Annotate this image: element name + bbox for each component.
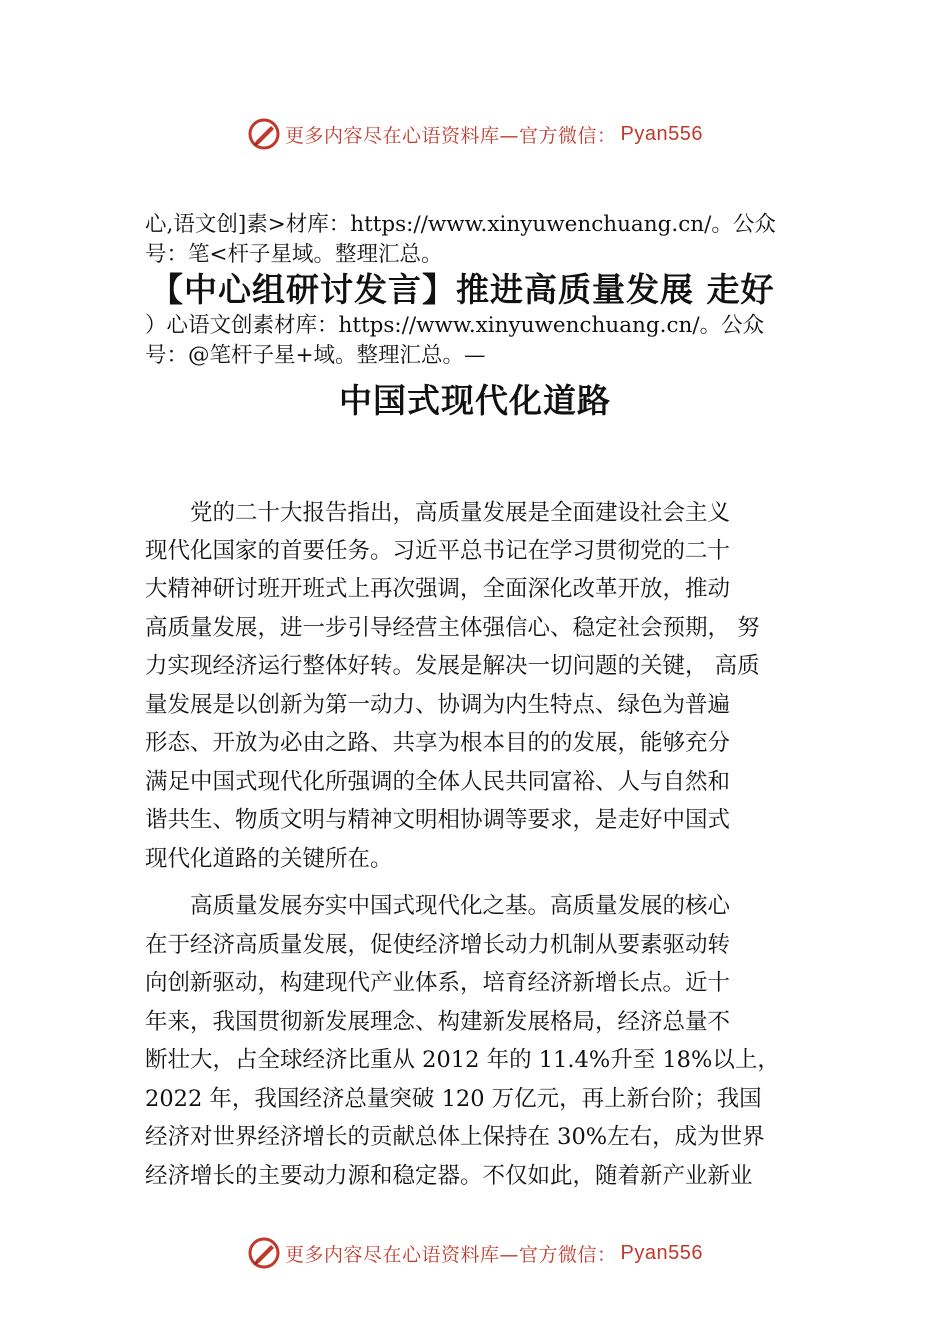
pen-circle-logo-icon xyxy=(247,1236,281,1270)
body-line: 在于经济高质量发展，促使经济增长动力机制从要素驱动转 xyxy=(145,932,731,958)
pen-circle-logo-icon xyxy=(247,117,281,151)
wechat-id: Pyan556 xyxy=(620,1241,703,1264)
title-line-2: 中国式现代化道路 xyxy=(339,381,611,420)
body-line: 现代化道路的关键所在。 xyxy=(145,846,393,872)
body-line: 谐共生、物质文明与精神文明相协调等要求，是走好中国式 xyxy=(145,807,731,833)
body-line: 大精神研讨班开班式上再次强调，全面深化改革开放，推动 xyxy=(145,576,731,602)
body-line: 年来，我国贯彻新发展理念、构建新发展格局，经济总量不 xyxy=(145,1009,731,1035)
body-line: 党的二十大报告指出，高质量发展是全面建设社会主义 xyxy=(145,500,731,526)
watermark-text-2: ）心语文创素材库：https://www.xinyuwenchuang.cn/。公众 号：@笔杆子星+域。整理汇总。— xyxy=(145,313,765,368)
body-line: 经济对世界经济增长的贡献总体上保持在 30%左右，成为世界 xyxy=(145,1124,765,1150)
body-line: 高质量发展，进一步引导经营主体强信心、稳定社会预期， 努 xyxy=(145,615,760,641)
banner-text: 更多内容尽在心语资料库—官方微信： xyxy=(285,124,617,147)
body-line: 2022 年，我国经济总量突破 120 万亿元，再上新台阶；我国 xyxy=(145,1086,762,1112)
body-line: 现代化国家的首要任务。习近平总书记在学习贯彻党的二十 xyxy=(145,538,731,564)
body-line: 经济增长的主要动力源和稳定器。不仅如此，随着新产业新业 xyxy=(145,1163,753,1189)
body-line: 力实现经济运行整体好转。发展是解决一切问题的关键， 高质 xyxy=(145,653,760,679)
footer-banner xyxy=(0,1233,950,1273)
watermark-text-1: 心,语文创]素>材库：https://www.xinyuwenchuang.cn/。公众 号：笔<杆子星域。整理汇总。 xyxy=(145,212,776,267)
body-line: 断壮大，占全球经济比重从 2012 年的 11.4%升至 18%以上， xyxy=(145,1047,780,1073)
body-line: 向创新驱动，构建现代产业体系，培育经济新增长点。近十 xyxy=(145,970,731,996)
wechat-id: Pyan556 xyxy=(620,122,703,145)
header-banner xyxy=(0,114,950,154)
banner-text: 更多内容尽在心语资料库—官方微信： xyxy=(285,1243,617,1266)
body-line: 量发展是以创新为第一动力、协调为内生特点、绿色为普遍 xyxy=(145,692,731,718)
title-line-1: 【中心组研讨发言】推进高质量发展 走好 xyxy=(150,270,775,309)
body-line: 形态、开放为必由之路、共享为根本目的的发展，能够充分 xyxy=(145,730,731,756)
body-line: 满足中国式现代化所强调的全体人民共同富裕、人与自然和 xyxy=(145,769,731,795)
body-line: 高质量发展夯实中国式现代化之基。高质量发展的核心 xyxy=(145,893,731,919)
